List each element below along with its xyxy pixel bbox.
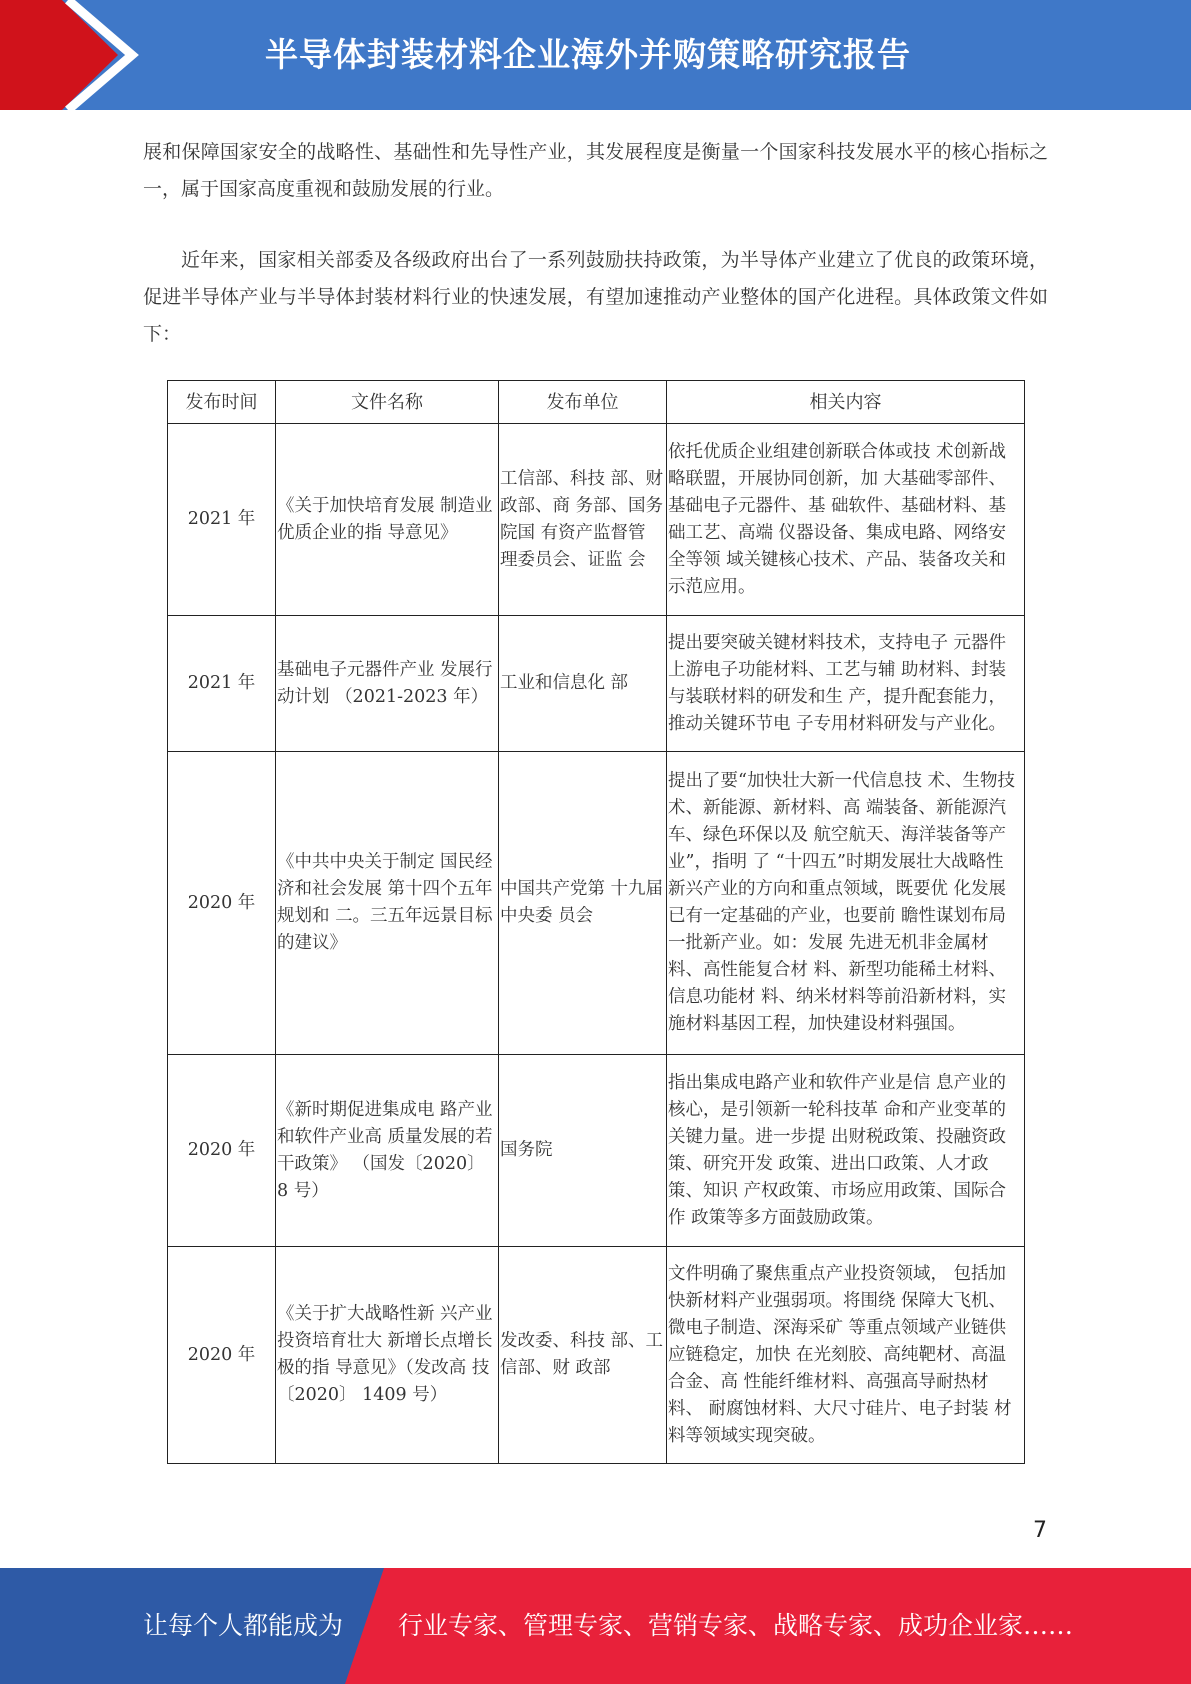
cell-date: 2020 年 <box>168 1247 276 1464</box>
cell-doc: 基础电子元器件产业 发展行动计划 （2021-2023 年） <box>276 616 499 752</box>
column-header-issuer: 发布单位 <box>499 381 667 424</box>
column-header-content: 相关内容 <box>667 381 1025 424</box>
cell-content: 依托优质企业组建创新联合体或技 术创新战略联盟，开展协同创新，加 大基础零部件、基础电子元器件、基 础软件、基础材料、基础工艺、高端 仪器设备、集成电路、网络安全等领 域关键核心技术、产品、装备攻关和 示范应用。 <box>667 424 1025 616</box>
cell-date: 2020 年 <box>168 1055 276 1247</box>
table-row <box>168 424 1025 616</box>
policy-table <box>167 380 1025 1464</box>
report-title: 半导体封装材料企业海外并购策略研究报告 <box>265 35 911 74</box>
cell-content: 提出了要“加快壮大新一代信息技 术、生物技术、新能源、新材料、高 端装备、新能源汽车、绿色环保以及 航空航天、海洋装备等产业”，指明 了 “十四五”时期发展壮大战略性 新兴产业的方向和重点领域，既要优 化发展已有一定基础的产业，也要前 瞻性谋划布局一批新产业。如：发展 先进无机非金属材料、高性能复合材 料、新型功能稀土材料、信息功能材 料、纳米材料等前沿新材料，实施材料基因工程，加快建设材料强国。 <box>667 752 1025 1055</box>
cell-content: 提出要突破关键材料技术，支持电子 元器件上游电子功能材料、工艺与辅 助材料、封装与装联材料的研发和生 产，提升配套能力，推动关键环节电 子专用材料研发与产业化。 <box>667 616 1025 752</box>
cell-issuer: 工信部、科技 部、财政部、商 务部、国务院国 有资产监督管 理委员会、证监 会 <box>499 424 667 616</box>
cell-date: 2021 年 <box>168 424 276 616</box>
cell-doc: 《新时期促进集成电 路产业和软件产业高 质量发展的若干政策》 （国发〔2020〕 8 号） <box>276 1055 499 1247</box>
cell-issuer: 国务院 <box>499 1055 667 1247</box>
cell-doc: 《中共中央关于制定 国民经济和社会发展 第十四个五年规划和 二。三五年远景目标 的建议》 <box>276 752 499 1055</box>
column-header-date: 发布时间 <box>168 381 276 424</box>
cell-date: 2020 年 <box>168 752 276 1055</box>
column-header-doc: 文件名称 <box>276 381 499 424</box>
body-paragraph-2: 近年来，国家相关部委及各级政府出台了一系列鼓励扶持政策，为半导体产业建立了优良的政策环境，促进半导体产业与半导体封装材料行业的快速发展，有望加速推动产业整体的国产化进程。具体政策文件如下： <box>143 249 1048 345</box>
body-paragraph-1: 展和保障国家安全的战略性、基础性和先导性产业，其发展程度是衡量一个国家科技发展水平的核心指标之一，属于国家高度重视和鼓励发展的行业。 <box>143 141 1048 200</box>
page-number: 7 <box>1033 1518 1047 1543</box>
cell-content: 指出集成电路产业和软件产业是信 息产业的核心，是引领新一轮科技革 命和产业变革的关键力量。进一步提 出财税政策、投融资政策、研究开发 政策、进出口政策、人才政策、知识 产权政策、市场应用政策、国际合作 政策等多方面鼓励政策。 <box>667 1055 1025 1247</box>
footer-banner <box>0 1568 1191 1684</box>
footer-slogan-left: 让每个人都能成为 <box>143 1611 344 1640</box>
cell-doc: 《关于扩大战略性新 兴产业投资培育壮大 新增长点增长极的指 导意见》（发改高 技〔2020〕 1409 号） <box>276 1247 499 1464</box>
header-arrow-decoration <box>0 0 160 110</box>
cell-content: 文件明确了聚焦重点产业投资领域， 包括加快新材料产业强弱项。将围绕 保障大飞机、微电子制造、深海采矿 等重点领域产业链供应链稳定，加快 在光刻胶、高纯靶材、高温合金、高 性能纤维材料、高强高导耐热材料、 耐腐蚀材料、大尺寸硅片、电子封装 材料等领域实现突破。 <box>667 1247 1025 1464</box>
header-bar <box>0 0 1191 110</box>
table-row <box>168 1247 1025 1464</box>
cell-date: 2021 年 <box>168 616 276 752</box>
cell-issuer: 发改委、科技 部、工信部、财 政部 <box>499 1247 667 1464</box>
cell-issuer: 工业和信息化 部 <box>499 616 667 752</box>
table-header-row <box>168 381 1025 424</box>
cell-issuer: 中国共产党第 十九届中央委 员会 <box>499 752 667 1055</box>
table-row <box>168 752 1025 1055</box>
cell-doc: 《关于加快培育发展 制造业优质企业的指 导意见》 <box>276 424 499 616</box>
table-row <box>168 1055 1025 1247</box>
footer-slogan-right: 行业专家、管理专家、营销专家、战略专家、成功企业家…… <box>398 1611 1074 1640</box>
table-row <box>168 616 1025 752</box>
